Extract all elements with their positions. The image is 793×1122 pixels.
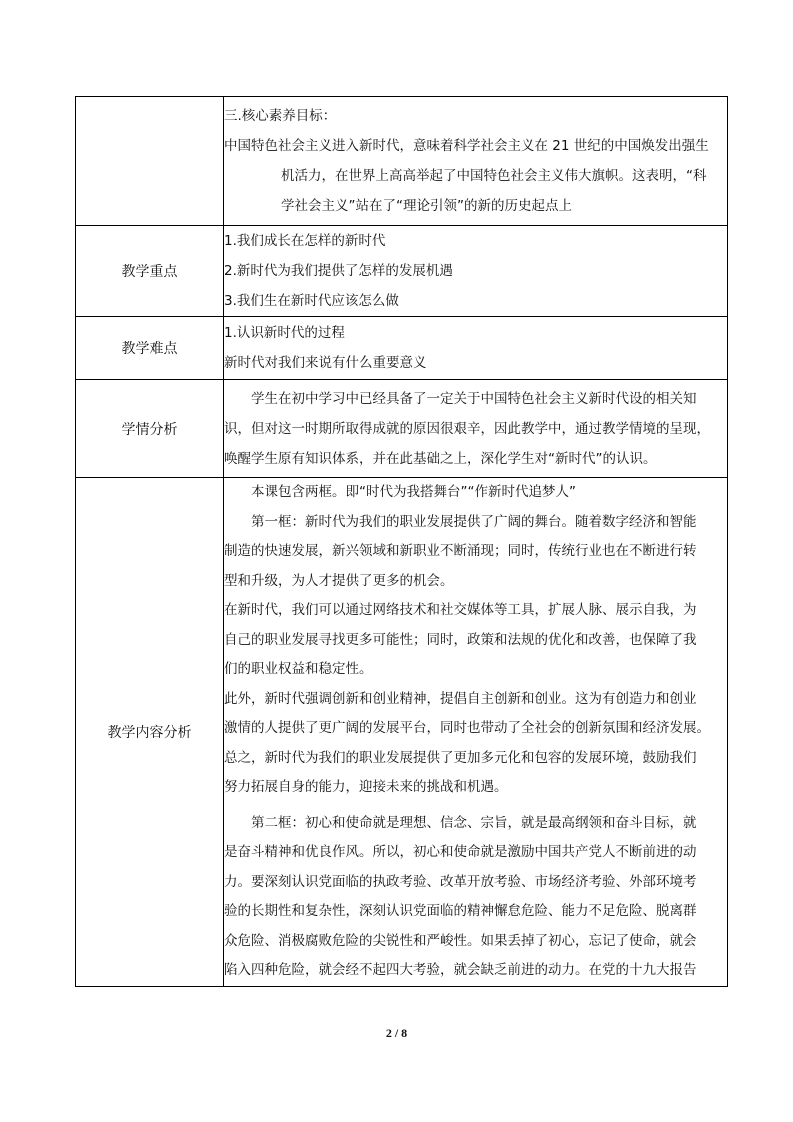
content-analysis-line: 自己的职业发展寻找更多可能性；同时，政策和法规的优化和改善，也保障了我 (224, 631, 697, 648)
content-analysis-line: 总之，新时代为我们的职业发展提供了更加多元化和包容的发展环境，鼓励我们 (224, 749, 697, 766)
content-analysis-line: 是奋斗精神和优良作风。所以，初心和使命就是激励中国共产党人不断前进的动 (224, 844, 697, 860)
content-analysis-line: 在新时代，我们可以通过网络技术和社交媒体等工具，扩展人脉、展示自我，为 (224, 602, 697, 618)
key-point-item: 2.新时代为我们提供了怎样的发展机遇 (224, 263, 453, 279)
table-row-learner-analysis (76, 380, 728, 478)
content-analysis-line: 制造的快速发展，新兴领域和新职业不断涌现；同时，传统行业也在不断进行转 (224, 543, 697, 559)
learner-analysis-line: 学生在初中学习中已经具备了一定关于中国特色社会主义新时代设的相关知 (251, 390, 697, 407)
row-content-goals (224, 97, 728, 226)
key-point-item: 3.我们生在新时代应该怎么做 (224, 293, 399, 309)
table-row-content-analysis (76, 478, 728, 987)
table-row-key-points (76, 226, 728, 317)
difficulty-item: 新时代对我们来说有什么重要意义 (224, 355, 427, 371)
lesson-plan-table (75, 96, 728, 987)
learner-analysis-line: 识，但对这一时期所取得成就的原因很艰辛，因此教学中，通过教学情境的呈现， (224, 420, 710, 437)
content-analysis-line: 第一框：新时代为我们的职业发展提供了广阔的舞台。随着数字经济和智能 (251, 513, 697, 530)
row-content-key-points (224, 226, 728, 317)
key-point-item: 1.我们成长在怎样的新时代 (224, 233, 386, 249)
learner-analysis-line: 唤醒学生原有知识体系，并在此基础之上，深化学生对“新时代”的认识。 (224, 450, 657, 467)
goals-heading: 三.核心素养目标： (224, 108, 337, 124)
content-analysis-line: 本课包含两框。即“时代为我搭舞台”“作新时代追梦人” (251, 484, 576, 500)
row-label-difficulties: 教学难点 (76, 317, 224, 380)
difficulty-item: 1.认识新时代的过程 (224, 325, 345, 341)
content-analysis-line: 验的长期性和复杂性，深刻认识党面临的精神懈怠危险、能力不足危险、脱离群 (224, 903, 697, 919)
content-analysis-line: 努力拓展自身的能力，迎接未来的挑战和机遇。 (224, 779, 508, 795)
page-indicator: 2 / 8 (385, 1026, 408, 1040)
row-label-key-points: 教学重点 (76, 226, 224, 317)
table-row-difficulties (76, 317, 728, 380)
content-analysis-line: 型和升级，为人才提供了更多的机会。 (224, 572, 454, 589)
row-content-difficulties (224, 317, 728, 380)
row-label-empty (76, 97, 224, 226)
content-analysis-line: 此外，新时代强调创新和创业精神，提倡自主创新和创业。这为有创造力和创业 (224, 690, 697, 707)
row-label-learner-analysis: 学情分析 (76, 380, 224, 478)
goals-line: 学社会主义”站在了“理论引领”的新的历史起点上 (281, 198, 572, 214)
table-row-goals (76, 97, 728, 226)
row-content-content-analysis (224, 478, 728, 987)
row-label-content-analysis: 教学内容分析 (76, 478, 224, 987)
content-analysis-line: 们的职业权益和稳定性。 (224, 661, 373, 677)
goals-line: 中国特色社会主义进入新时代，意味着科学社会主义在 21 世纪的中国焕发出强生 (224, 138, 709, 154)
content-analysis-line: 众危险、消极腐败危险的尖锐性和严峻性。如果丢掉了初心，忘记了使命，就会 (224, 932, 697, 949)
goals-line: 机活力，在世界上高高举起了中国特色社会主义伟大旗帜。这表明，“科 (281, 168, 707, 184)
content-analysis-line: 陷入四种危险，就会经不起四大考验，就会缺乏前进的动力。在党的十九大报告 (224, 962, 697, 978)
content-analysis-line: 第二框：初心和使命就是理想、信念、宗旨，就是最高纲领和奋斗目标，就 (251, 814, 697, 831)
content-analysis-line: 激情的人提供了更广阔的发展平台，同时也带动了全社会的创新氛围和经济发展。 (224, 720, 710, 736)
content-analysis-line: 力。要深刻认识党面临的执政考验、改革开放考验、市场经济考验、外部环境考 (224, 873, 697, 890)
row-content-learner-analysis (224, 380, 728, 478)
